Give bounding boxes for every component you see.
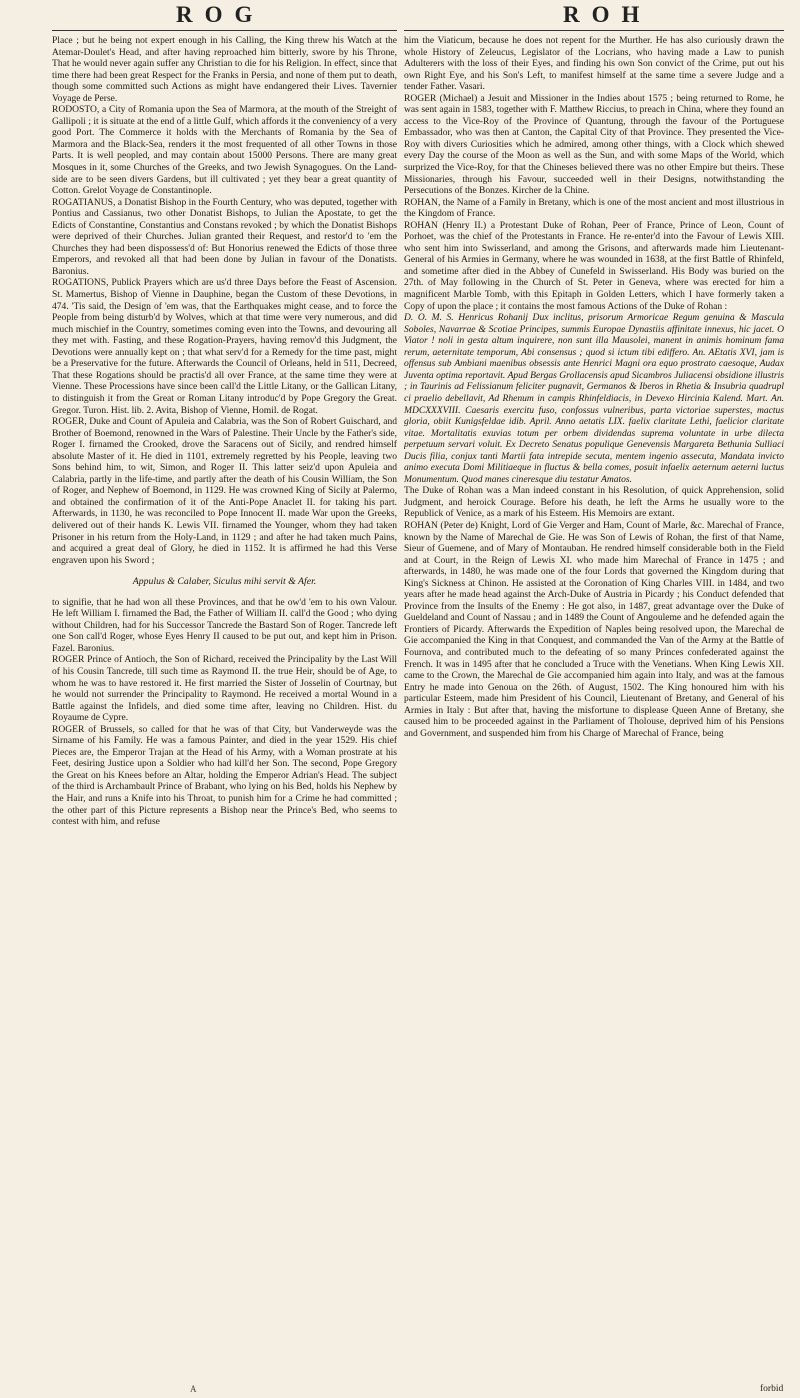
- paragraph: ROGER Prince of Antioch, the Son of Richard, received the Principality by the Last Will of his Cousin Tancrede, till such time as Raymond II. the true Heir, should be of Age, to whom he was to have restored it. He first married the Sister of Josselin of Courtnay, but he would not surrender the Principality to Raymond. He received a mortal Wound in a Battle against the Infidels, and died some time after, leaving no Children. Hist. du Royaume de Cypre.: [52, 654, 397, 724]
- paragraph: ROGER (Michael) a Jesuit and Missioner in the Indies about 1575 ; being returned to Rome, he was sent again in 1583, together with F. Matthew Riccius, to preach in China, where they found an access to the Vice-Roy of the Province of Quantung, through the favour of the Portuguese Embassador, who was then at Canton, the Capital City of that Province. They presented the Vice-Roy with divers Curiosities which he admired, among other things, with a Clock which shewed every Day the course of the Moon as well as the Sun, and with some Maps of the World, which surprized the Vice-Roy, for that the Chineses believed there was no other Empire but theirs. These Missionaries, through his Favour, succeeded well in their Designs, notwithstanding the Persecutions of the Bonzes. Kircher de la Chine.: [404, 92, 784, 197]
- paragraph: him the Viaticum, because he does not repent for the Murther. He has also curiously drawn the whole History of Zeleucus, Legislator of the Locrians, who having made a Law to punish Adulterers with the loss of their Eyes, and finding his own Son convict of the Crime, put out his own Right Eye, and his Son's Left, to manifest himself at the same time a severe Judge and a tender Father. Vasari.: [404, 35, 784, 93]
- paragraph: to signifie, that he had won all these Provinces, and that he ow'd 'em to his own Valour. He left William I. firnamed the Bad, the Father of William II. call'd the Good ; who dying without Children, had for his Successor Tancrede the Bastard Son of Roger. Tancrede left one Son call'd Roger, whose Eyes Henry II caused to be put out, and kept him in Prison. Fazel. Baronius.: [52, 596, 397, 654]
- paragraph: The Duke of Rohan was a Man indeed constant in his Resolution, of quick Apprehension, solid Judgment, and heroick Courage. Before his death, he left the Arms he usually wore to the Republick of Venice, as a mark of his Esteem. His Memoirs are extant.: [404, 485, 784, 520]
- signature-mark: A: [190, 1384, 197, 1394]
- header-left: ROG: [176, 2, 265, 27]
- paragraph: ROGER of Brussels, so called for that he was of that City, but Vanderweyde was the Sirname of his Family. He was a famous Painter, and died in the year 1529. His chief Pieces are, the Emperor Trajan at the Head of his Army, with a Woman prostrate at his Feet, desiring Justice upon a Soldier who had kill'd her Son. The second, Pope Gregory the Great on his Knees before an Altar, holding the Emperor Adrian's Head. The subject of the third is Archambault Prince of Brabant, who lying on his Bed, holds his Nephew by the Hair, and runs a Knife into his Throat, to punish him for a Crime he had committed ; the other part of this Picture represents a Bishop near the Prince's Bed, who seems to contest with him, and refuse: [52, 723, 397, 828]
- paragraph: RODOSTO, a City of Romania upon the Sea of Marmora, at the mouth of the Streight of Gallipoli ; it is situate at the end of a little Gulf, which affords it the conveniency of a very good Port. The Commerce it holds with the Merchants of Romania by the Sea of Marmora and the Black-Sea, renders it the most frequented of all other Towns in those Parts. It is well peopled, and may contain about 15000 Persons. There are many great Mosques in it, some Churches of the Greeks, and two Jewish Synagogues. On the Land-side are to be seen divers Gardens, but ill cultivated ; yet they bear a great quantity of Cotton. Grelot Voyage de Constantinople.: [52, 104, 397, 197]
- header-right: ROH: [563, 2, 652, 27]
- paragraph: ROGER, Duke and Count of Apuleia and Calabria, was the Son of Robert Guischard, and Brother of Boemond, renowned in the Wars of Palestine. Their Uncle by the Father's side, Roger I. firnamed the Crooked, drove the Saracens out of Sicily, and rendred himself absolute Master of it. He died in 1101, extremely regretted by his People, leaving two Sons behind him, to wit, Simon, and Roger II. This latter seiz'd upon Apuleia and Calabria, partly in the life-time, and partly after the death of his Cousin William, the Son of Roger, and Nephew of Boemond, in 1129. He was crowned King of Sicily at Palermo, and obtained the confirmation of it of the Anti-Pope Anaclet II. for taking his part. Afterwards, in 1130, he was reconciled to Pope Innocent II. made War upon the Greeks, delivered out of their hands K. Lewis VII. firnamed the Younger, whom they had taken Prisoner in his return from the Holy-Land, in 1129 ; and after he had taken much Pains, and acquired a great deal of Glory, he died in 1152. It is affirmed he had this Verse engraven upon his Sword ;: [52, 416, 397, 566]
- right-column: [404, 35, 784, 1390]
- paragraph: Place ; but he being not expert enough in his Calling, the King threw his Watch at the Atemar-Doulet's Head, and after having reproached him bitterly, swore by his Throne, That he would never again suffer any Christian to die for his Religion. In effect, since that time there had been great Respect for the Franks in Persia, and none of them put to death, though some committed such Actions as might have endangered their Lives. Tavernier Voyage de Perse.: [52, 35, 397, 104]
- paragraph: ROGATIANUS, a Donatist Bishop in the Fourth Century, who was deputed, together with Pontius and Cassianus, two other Donatist Bishops, to Julian the Apostate, to get the Edicts of Constantine, Constantius and Constans revoked ; by which the Donatist Bishops were deprived of their Churches. Julian granted their Request, and restor'd to 'em the Churches they had been dispossess'd of: But Honorius renewed the Edicts of those three Emperors, and revoked all that had been done by Julian in favour of the Donatists. Baronius.: [52, 196, 397, 277]
- left-column: [52, 35, 397, 1390]
- paragraph: ROHAN, the Name of a Family in Bretany, which is one of the most ancient and most illustrious in the Kingdom of France.: [404, 196, 784, 220]
- paragraph: ROGATIONS, Publick Prayers which are us'd three Days before the Feast of Ascension. St. Mamertus, Bishop of Vienne in Dauphine, began the Custom of these Devotions, in 474. 'Tis said, the Design of 'em was, that the Earthquakes might cease, and to force the People from being disturb'd by Wolves, which at that time were very numerous, and did much mischief in the Country, sometimes coming even into the Towns, and devouring all they met with. Fasting, and these Rogation-Prayers, having remov'd this Judgment, the Devotions were annually kept on ; that what serv'd for a Remedy for the time past, might be a Preservative for the future. Afterwards the Council of Orleans, held in 511, Decreed, That these Rogations should be practis'd all over France, at the same time they were at Vienne. These Processions have since been call'd the Little Litany, or the Gallican Litany, to distinguish it from the Great or Roman Litany introduc'd by Pope Gregory the Great. Gregor. Turon. Hist. lib. 2. Avita, Bishop of Vienne, Homil. de Rogat.: [52, 277, 397, 416]
- epitaph: D. O. M. S. Henricus Rohanij Dux inclitus, prisorum Armoricae Regum genuina & Mascula Soboles, Navarrae & Scotiae Principes, summis Europae Dynastiis affinitate innexus, hic jacet. O Viator ! noli in gesta altum inquirere, non sunt illa Mausolei, manent in animis hominum fama rerum, aeternitate temporum, Abi consensus ; quod si ictum tibi ediffero. An. AEtatis XVI, jam is offensus sub Ambiani maenibus obsessis ante Henrici Magni ora equo prostrato caesoque, Audax Juventa optima reportavit. Apud Bergas Grollacensis apud Sicambros Juliacensi obsidione illustris ; in Taurinis ad Felissianum feliciter pugnavit, Germanos & Iberos in Rhetia & Insubria quadrupl ci praelio debellavit, Ad Rhenum in campis Rhinfeldiacis, in Devexo Hircinia Kalend. Mart. An. MDCXXXVIII. Caesaris exercitu fuso, confossus vulneribus, parta victoriae superstes, mactus gloria, obiit Kunigsfeldae idib. April. Anno aetatis LIX. faelix claritate Lethi, faelicior claritate vitae. Mortalitatis exuvias totum per orbem dividendas suprema voluntate in urbe dilecta perpetuum servari voluit. Ex Decreto Senatus populique Genevensis Margareta Bethunia Sulliaci Ducis filia, conjux tanti Martii fata intrepide secuta, mentem ingenio assecuta, Mandata invicto animo executa Domi Militiaeque in fluctus & bella comes, posuit infaelix aeternum aeterni luctus Monumentum. Quod manes cineresque diu testatur Amatos.: [404, 312, 784, 485]
- paragraph: ROHAN (Peter de) Knight, Lord of Gie Verger and Ham, Count of Marle, &c. Marechal of France, known by the Name of Marechal de Gie. He was Son of Lewis of Rohan, the first of that Name, Sieur of Guemene, and of Mary of Montauban. He rendred himself considerable both in the Field and at Court, in the Reign of Lewis XI. who made him Marechal of France in 1475 ; and afterwards, in 1480, he was made one of the four Lords that governed the Kingdom during that King's Sickness at Chinon. He assisted at the Coronation of King Charles VIII. in 1484, and two years after he made head against the Arch-Duke of Austria in Picardy ; his Conduct defended that Province from the Insults of the Enemy : He got also, in 1487, great advantage over the Duke of Gueldeland and Count of Nassau ; and in 1489 the Count of Angouleme and he defended again the Frontiers of Picardy. Afterwards the Expedition of Naples being resolved upon, the Marechal de Gie accompanied the King in that Conquest, and commanded the Van of the Army at the Battle of Fournova, and contributed much to the defeating of so many Princes confederated against the French. It was in 1495 after that he concluded a Truce with the Venetians. When King Lewis XII. came to the Crown, the Marechal de Gie accompanied him again into Italy, and was at the famous Entry he made into Genoua on the 26th. of August, 1502. The King honoured him with his particular Esteem, made him President of his Council, Lieutenant of Bretany, and General of his Armies in Italy : But after that, having the misfortune to displease Queen Anne of Bretany, she caused him to be proceeded against in the Parliament of Tholouse, deprived him of his Pensions and Government, and suspended him from his Charge of Marechal of France, being: [404, 519, 784, 739]
- running-header: [0, 0, 800, 30]
- sword-verse: Appulus & Calaber, Siculus mihi servit & Afer.: [132, 576, 317, 588]
- paragraph: ROHAN (Henry II.) a Protestant Duke of Rohan, Peer of France, Prince of Leon, Count of Porhoet, was the chief of the Protestants in France. He re-enter'd into the Favour of Lewis XIII. who sent him into Swisserland, and among the Grisons, and afterwards made him Lieutenant-General of his Armies in Germany, where he was wounded in 1638, at the first Battle of Rhinfeld, and sometime after died in the Abbey of Cunefeld in Swisserland. His Body was buried on the 27th. of May following in the Church of St. Peter in Geneva, where was erected for him a magnificent Marble Tomb, with this Epitaph in Golden Letters, which I have formerly taken a Copy of upon the place ; it contains the most famous Actions of the Duke of Rohan :: [404, 219, 784, 312]
- header-rule-left: [52, 30, 397, 31]
- catchword: forbid: [760, 1384, 784, 1394]
- header-rule-right: [404, 30, 784, 31]
